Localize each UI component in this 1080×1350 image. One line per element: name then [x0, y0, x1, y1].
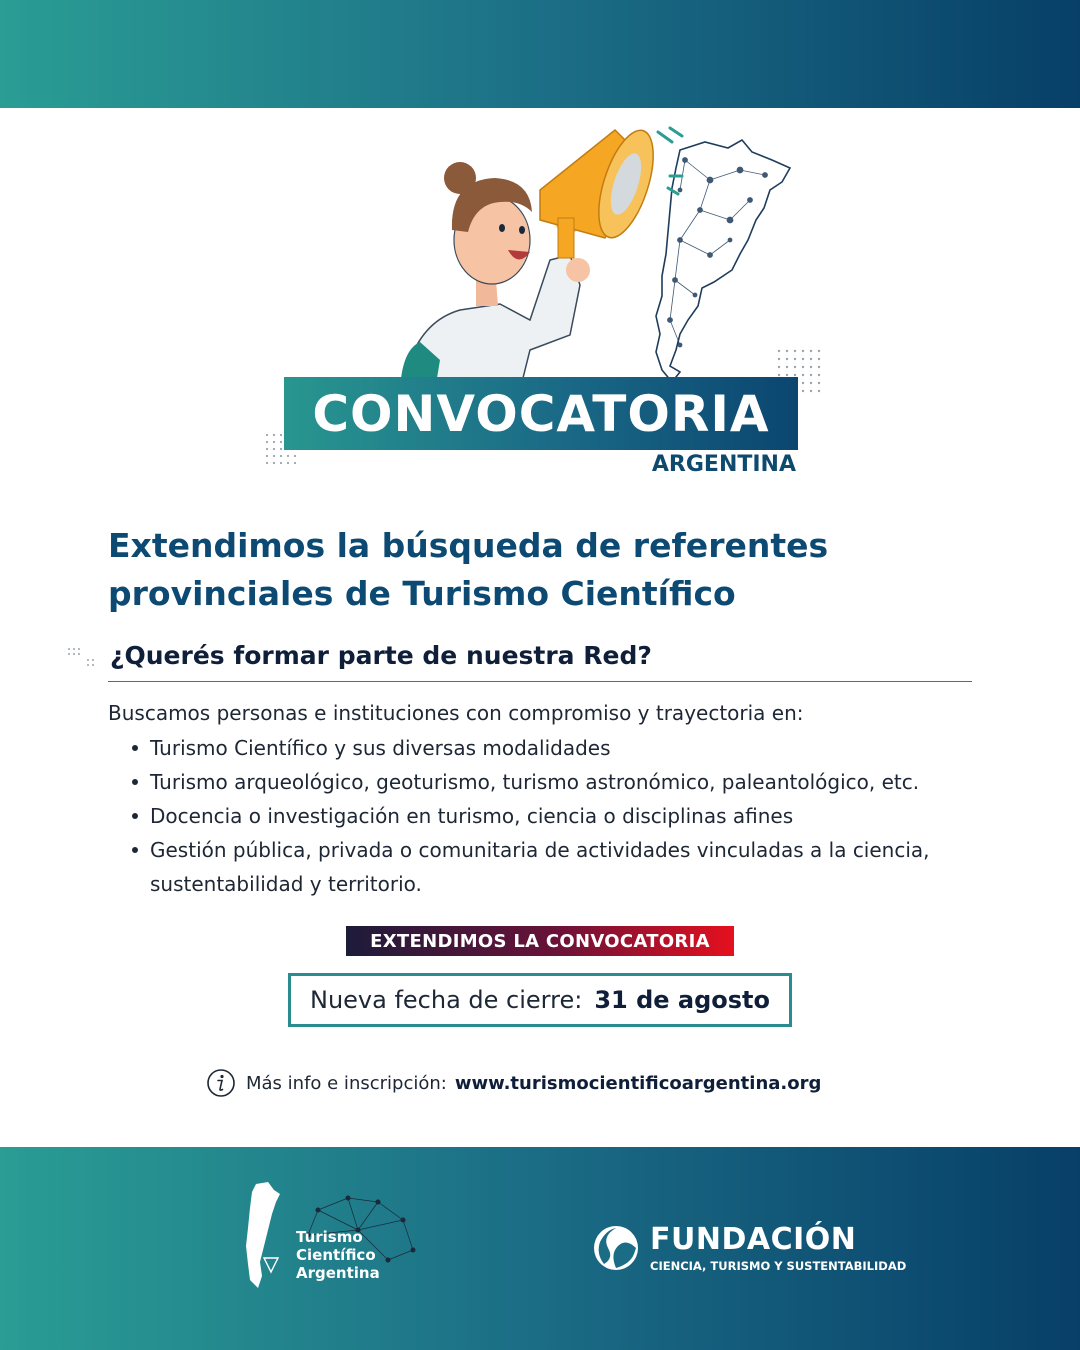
fundacion-subtitle: CIENCIA, TURISMO Y SUSTENTABILIDAD	[650, 1259, 907, 1273]
turismo-cientifico-logo-text	[296, 1228, 380, 1282]
logo-line-2: Científico	[296, 1246, 376, 1264]
intro-text: Buscamos personas e instituciones con compromiso y trayectoria en:	[108, 701, 804, 725]
megaphone-woman-illustration	[380, 120, 830, 390]
headline-line-1: Extendimos la búsqueda de referentes	[108, 526, 829, 565]
fundacion-title: FUNDACIÓN	[650, 1222, 857, 1257]
logo-line-3: Argentina	[296, 1264, 380, 1282]
extension-badge: EXTENDIMOS LA CONVOCATORIA	[346, 926, 734, 956]
footer-banner	[0, 1147, 1080, 1350]
website-link[interactable]: www.turismocientificoargentina.org	[454, 1072, 822, 1094]
fundacion-logo-icon	[592, 1224, 640, 1272]
info-row	[206, 1068, 821, 1098]
convocatoria-banner	[284, 377, 798, 450]
list-item: Docencia o investigación en turismo, ciencia o disciplinas afines	[130, 799, 990, 833]
top-banner	[0, 0, 1080, 108]
info-icon	[206, 1068, 236, 1098]
list-item: Turismo arqueológico, geoturismo, turismo astronómico, paleantológico, etc.	[130, 765, 990, 799]
headline-line-2: provinciales de Turismo Científico	[108, 574, 736, 613]
info-label: Más info e inscripción:	[246, 1072, 447, 1094]
headline	[108, 522, 988, 618]
closing-date-value: 31 de agosto	[594, 986, 770, 1014]
closing-date-label: Nueva fecha de cierre:	[309, 986, 583, 1014]
divider	[108, 681, 972, 682]
megaphone-icon	[540, 124, 664, 258]
banner-title: CONVOCATORIA	[312, 384, 770, 443]
criteria-list	[130, 731, 990, 901]
logo-line-1: Turismo	[296, 1228, 363, 1246]
banner-subtitle: ARGENTINA	[651, 452, 796, 477]
list-item: Gestión pública, privada o comunitaria de actividades vinculadas a la ciencia, sustentabilidad y territorio.	[130, 833, 990, 901]
list-item: Turismo Científico y sus diversas modalidades	[130, 731, 990, 765]
closing-date-box	[288, 973, 792, 1027]
dots-decoration	[66, 646, 102, 668]
question-heading: ¿Querés formar parte de nuestra Red?	[110, 641, 652, 670]
